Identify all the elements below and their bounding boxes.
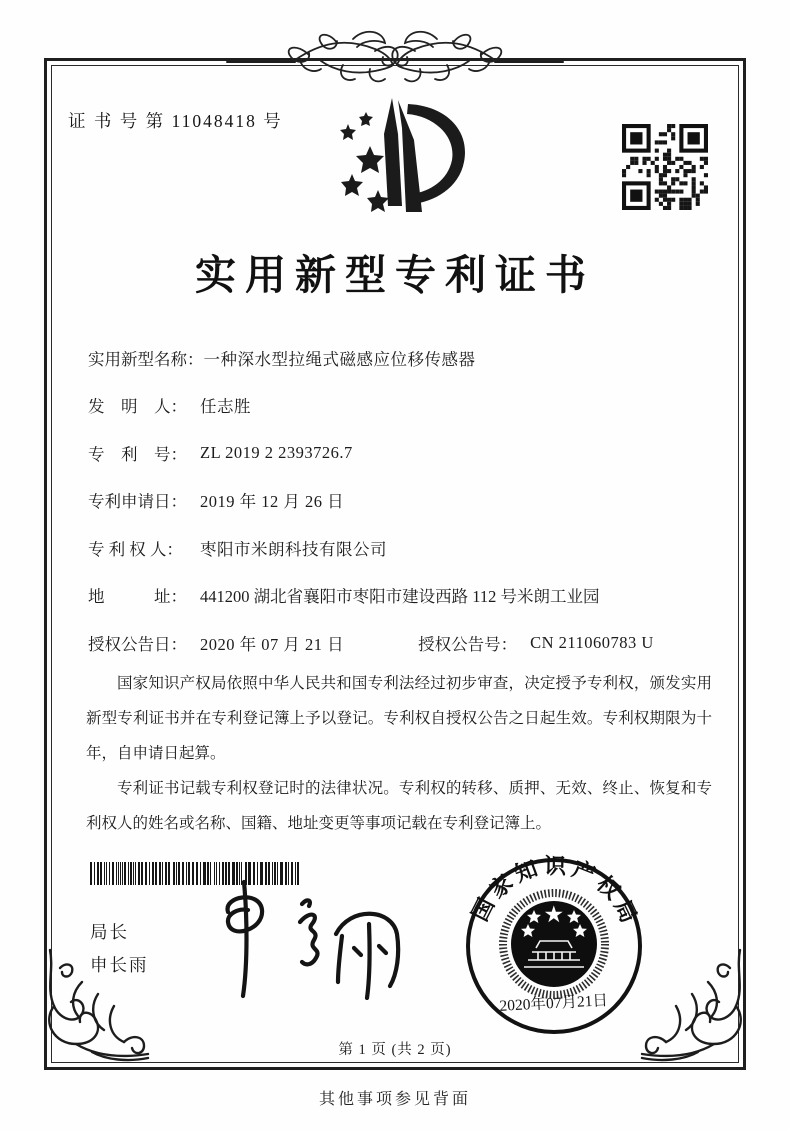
- field-value: 枣阳市米朗科技有限公司: [200, 539, 387, 559]
- patent-fields: [88, 334, 716, 667]
- top-scroll-ornament-icon: [225, 13, 565, 99]
- field-label: 专 利 号：: [88, 444, 187, 464]
- field-application-date: [88, 477, 716, 525]
- field-utility-model-name: [88, 334, 716, 382]
- director-name: 申长雨: [90, 955, 149, 975]
- field-label: 授权公告日：: [88, 634, 187, 654]
- legal-statement: [86, 666, 712, 841]
- back-note: 其他事项参见背面: [318, 1091, 471, 1108]
- field-value: 2020 年 07 月 21 日: [200, 634, 345, 654]
- field-label: 专 利 权 人：: [88, 539, 183, 559]
- field-patentee: [88, 524, 716, 572]
- legal-paragraph-2: 专利证书记载专利权登记时的法律状况。专利权的转移、质押、无效、终止、恢复和专利权人的姓名或名称、国籍、地址变更等事项记载在专利登记簿上。: [86, 780, 712, 832]
- field-label: 地 址：: [88, 587, 187, 607]
- field-value: ZL 2019 2 2393726.7: [200, 442, 353, 462]
- field-value: 一种深水型拉绳式磁感应位移传感器: [203, 349, 476, 369]
- director-title: 局长: [90, 922, 129, 942]
- field-value: 任志胜: [200, 397, 251, 417]
- legal-paragraph-1: 国家知识产权局依照中华人民共和国专利法经过初步审查，决定授予专利权，颁发实用新型专利证书并在专利登记簿上予以登记。专利权自授权公告之日起生效。专利权期限为十年，自申请日起算。: [86, 675, 712, 762]
- seal-date: 2020年07月21日: [499, 992, 609, 1015]
- field-label: 发 明 人：: [88, 397, 187, 417]
- certificate-number: 证 书 号 第 11048418 号: [68, 111, 283, 131]
- director-signature: [208, 878, 404, 1000]
- field-value: CN 211060783 U: [530, 632, 654, 652]
- field-value: 2019 年 12 月 26 日: [200, 492, 345, 512]
- qr-code: [622, 124, 708, 210]
- field-label: 专利申请日：: [88, 492, 187, 512]
- field-grant-announcement: [88, 619, 716, 667]
- cnipa-logo-icon: [308, 88, 484, 240]
- director-block: [90, 916, 149, 982]
- field-address: [88, 572, 716, 620]
- field-inventor: [88, 382, 716, 430]
- field-label: 授权公告号：: [418, 634, 518, 654]
- certificate-title: 实用新型专利证书: [195, 252, 595, 298]
- page-indicator: 第 1 页 (共 2 页): [338, 1042, 452, 1058]
- seal-ring-text: 国家知识产权局: [466, 853, 642, 927]
- field-value: 441200 湖北省襄阳市枣阳市建设西路 112 号米朗工业园: [200, 587, 600, 607]
- official-seal: [458, 852, 650, 1044]
- field-patent-number: [88, 429, 716, 477]
- field-label: 实用新型名称：: [88, 349, 204, 369]
